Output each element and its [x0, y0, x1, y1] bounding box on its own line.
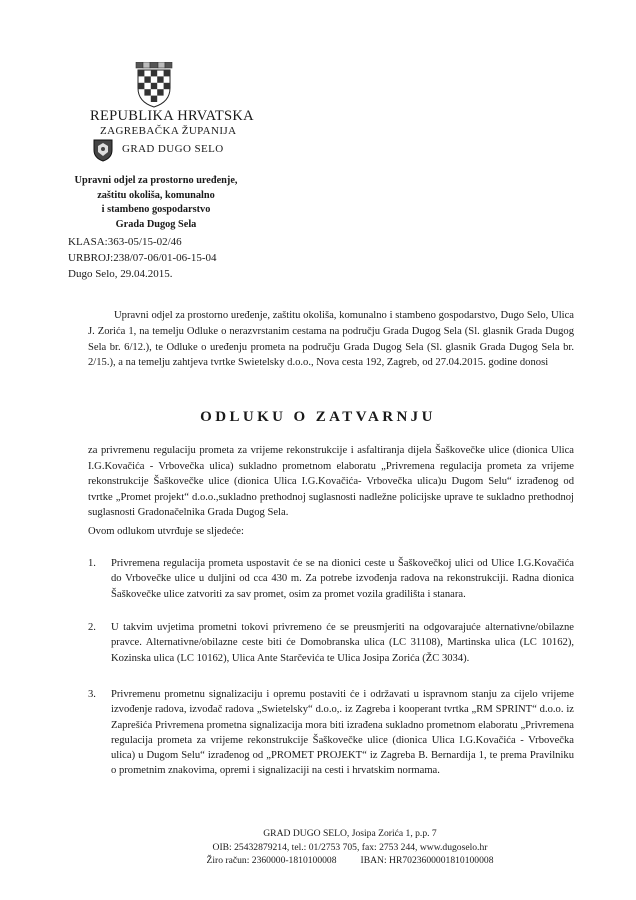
department-line: i stambeno gospodarstvo	[101, 204, 211, 216]
footer-contact: OIB: 25432879214, tel.: 01/2753 705, fax: 2753 244, www.dugoselo.hr	[212, 841, 488, 853]
list-item	[88, 556, 574, 602]
dugo-selo-crest-icon	[92, 138, 114, 162]
klasa: KLASA:363-05/15-02/46	[68, 236, 182, 248]
place-date: Dugo Selo, 29.04.2015.	[68, 268, 173, 280]
list-item-text: Privremenu prometnu signalizaciju i opremu postaviti će i održavati u ispravnom stanju za cijelo vrijeme izvođenje radova, izvođač radova „Swietelsky“ d.o.o,. iz Zagreba i kooperant tvrtka „RM SPRINT“ d.o.o. iz Zaprešića Privremena prometna signalizacija mora biti izrađena sukladno prometnom elaboratu „Privremena regulacija prometa za vrijeme rekonstrukcije Šaškovečke ulice (dionica Ulica I.G.Kovačića - Vrbovečka ulica) u Dugom Selu“ izrađenog od „PROMET PROJEKT“ iz Zagreba B. Bernardija 1, te prema Pravilniku o prometnim znakovima, opremi i signalizaciji na cesti i hrvatskim normama.	[111, 689, 574, 777]
intro-paragraph: Upravni odjel za prostorno uređenje, zaštitu okoliša, komunalno i stambeno gospodarstvo, Dugo Selo, Ulica J. Zorića 1, na temelju Odluke o nerazvrstanim cestama na području Grada Dugog Sela (Sl. glasnik Grada Dugog Sela br. 6/12.), te Odluke o uređenju prometa na području Grada Dugog Sela (Sl. glasnik Grada Dugog Sela br. 2/15.), a na temelju zahtjeva tvrtke Swietelsky d.o.o., Nova cesta 192, Zagreb, od 27.04.2015. godine donosi	[88, 310, 574, 369]
list-item-text: Privremena regulacija prometa uspostavit će se na dionici ceste u Šaškovečkoj ulici od Ulice I.G.Kovačića do Vrbovečke ulice u duljini od cca 430 m. Za potrebe izvođenja radova na rekonstrukciji. Radna dionica Šaškovečke ulice zatvoriti za sav promet, osim za promet vozila gradilišta i stanara.	[111, 558, 574, 600]
list-item-number: 2.	[88, 622, 96, 633]
county-name: ZAGREBAČKA ŽUPANIJA	[100, 125, 237, 137]
decision-subject-paragraph: za privremenu regulaciju prometa za vrijeme rekonstrukcije i asfaltiranja dijela Šaškovečke ulice (dionica Ulica I.G.Kovačića - Vrbovečka ulica) sukladno prometnom elaboratu „Privremena regulacija prometa za vrijeme rekonstrukcije Šaškovečke ulice (dionica Ulica I.G.Kovačića- Vrbovečka ulica)u Dugom Selu“ izrađenog od tvrtke „Promet projekt“ d.o.o.,sukladno prethodnoj suglasnosti nadležne policijske uprave te sukladno prethodnoj suglasnosti Gradonačelnika Grada Dugog Sela.	[88, 445, 574, 519]
city-name: GRAD DUGO SELO	[122, 143, 224, 155]
list-item	[88, 687, 574, 779]
department-line: zaštitu okoliša, komunalno	[97, 189, 215, 201]
footer-bank: Žiro račun: 2360000-1810100008 IBAN: HR7023600001810100008	[206, 855, 494, 866]
urbroj: URBROJ:238/07-06/01-06-15-04	[68, 252, 217, 264]
list-item-text: U takvim uvjetima prometni tokovi privremeno će se preusmjeriti na odgovarajuće alternativne/obilazne pravce. Alternativne/obilazne ceste biti će Domobranska ulica (LC 31108), Martinska ulica (LC 10162), Kozinska ulica (LC 10162), Ulica Ante Starčevića te Ulica Josipa Zorića (ŽC 3034).	[111, 622, 574, 664]
list-item-number: 3.	[88, 689, 96, 700]
country-name: REPUBLIKA HRVATSKA	[90, 108, 254, 124]
list-item-number: 1.	[88, 558, 96, 569]
determination-line: Ovom odlukom utvrđuje se sljedeće:	[88, 526, 244, 537]
footer	[150, 827, 550, 868]
department-line: Upravni odjel za prostorno uređenje,	[74, 175, 238, 186]
department-block	[42, 174, 270, 233]
department-line: Grada Dugog Sela	[115, 219, 197, 231]
footer-address: GRAD DUGO SELO, Josipa Zorića 1, p.p. 7	[263, 828, 437, 839]
document-title: ODLUKU O ZATVARNJU	[200, 409, 436, 425]
reference-block	[68, 234, 217, 282]
croatian-coat-of-arms-icon	[134, 62, 174, 108]
list-item	[88, 620, 574, 666]
